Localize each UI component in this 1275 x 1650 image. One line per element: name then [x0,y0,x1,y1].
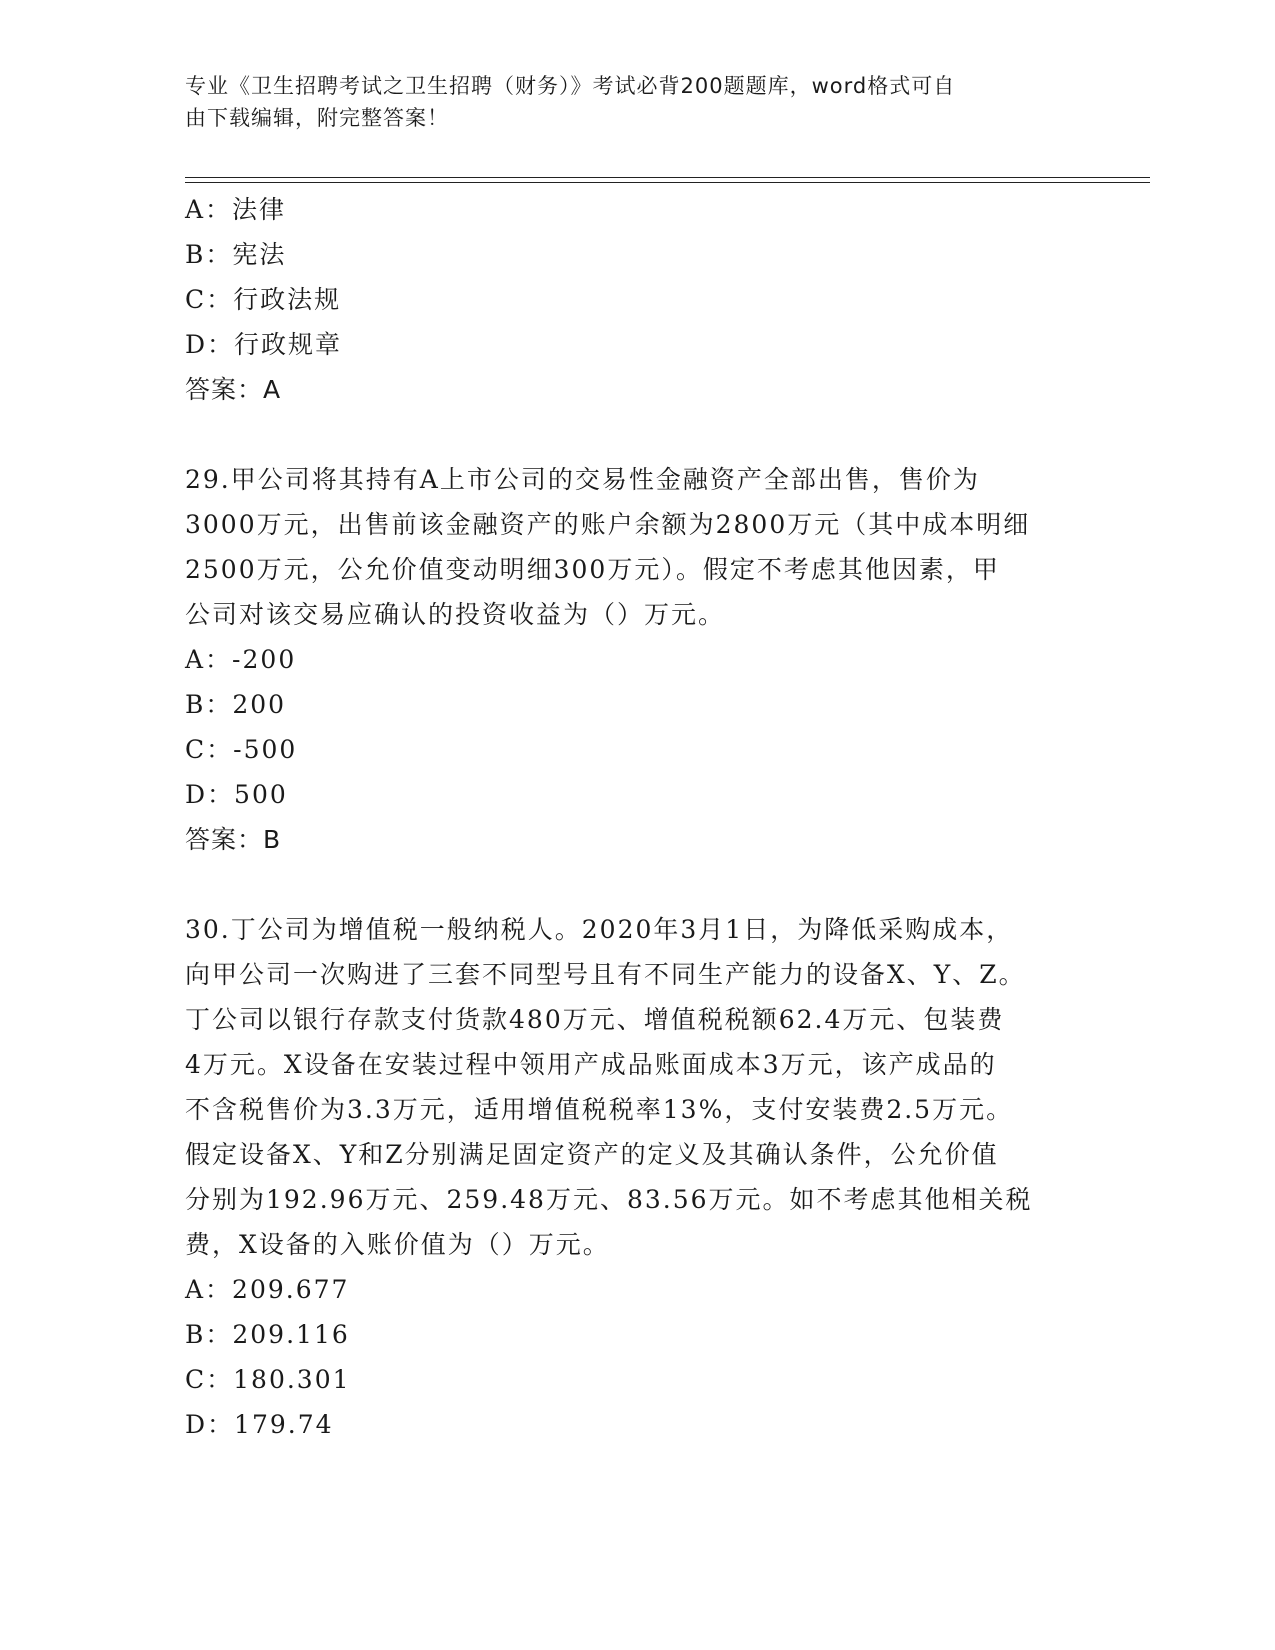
option-d: D：179.74 [185,1410,334,1439]
question-text-line: 分别为192.96万元、259.48万元、83.56万元。如不考虑其他相关税 [185,1185,1033,1214]
option-d: D：500 [185,780,288,809]
question-30 [185,907,1085,1447]
option-a: A：209.677 [185,1275,350,1304]
option-a: A：法律 [185,195,287,224]
question-text-line: 公司对该交易应确认的投资收益为（）万元。 [185,600,726,629]
spacer [185,862,1085,907]
question-28-answer: 答案：A [185,375,282,404]
question-text-line: 丁公司以银行存款支付货款480万元、增值税税额62.4万元、包装费 [185,1005,1005,1034]
question-text-line: 假定设备X、Y和Z分别满足固定资产的定义及其确认条件，公允价值 [185,1140,999,1169]
option-b: B：200 [185,690,287,719]
option-c: C：行政法规 [185,285,342,314]
question-text-line: 30.丁公司为增值税一般纳税人。2020年3月1日，为降低采购成本， [185,915,1014,944]
header-line-2: 由下载编辑，附完整答案！ [185,106,449,130]
header-rule-top [185,177,1150,178]
option-a: A：-200 [185,645,297,674]
header-line-1: 专业《卫生招聘考试之卫生招聘（财务）》考试必背200题题库，word格式可自 [185,74,956,98]
header-rule-bottom [185,182,1150,183]
document-header [185,70,1065,134]
question-29 [185,457,1085,862]
option-c: C：-500 [185,735,298,764]
question-text-line: 4万元。X设备在安装过程中领用产成品账面成本3万元，该产成品的 [185,1050,997,1079]
question-text-line: 费，X设备的入账价值为（）万元。 [185,1230,610,1259]
spacer [185,412,1085,457]
document-body [185,187,1085,1447]
option-b: B：宪法 [185,240,287,269]
option-c: C：180.301 [185,1365,351,1394]
option-b: B：209.116 [185,1320,350,1349]
question-28-options [185,187,1085,367]
question-text-line: 向甲公司一次购进了三套不同型号且有不同生产能力的设备X、Y、Z。 [185,960,1026,989]
question-text-line: 2500万元，公允价值变动明细300万元）。假定不考虑其他因素，甲 [185,555,1000,584]
question-text-line: 3000万元，出售前该金融资产的账户余额为2800万元（其中成本明细 [185,510,1031,539]
question-29-answer: 答案：B [185,825,282,854]
question-text-line: 29.甲公司将其持有A上市公司的交易性金融资产全部出售，售价为 [185,465,980,494]
option-d: D：行政规章 [185,330,343,359]
question-text-line: 不含税售价为3.3万元，适用增值税税率13%，支付安装费2.5万元。 [185,1095,1014,1124]
